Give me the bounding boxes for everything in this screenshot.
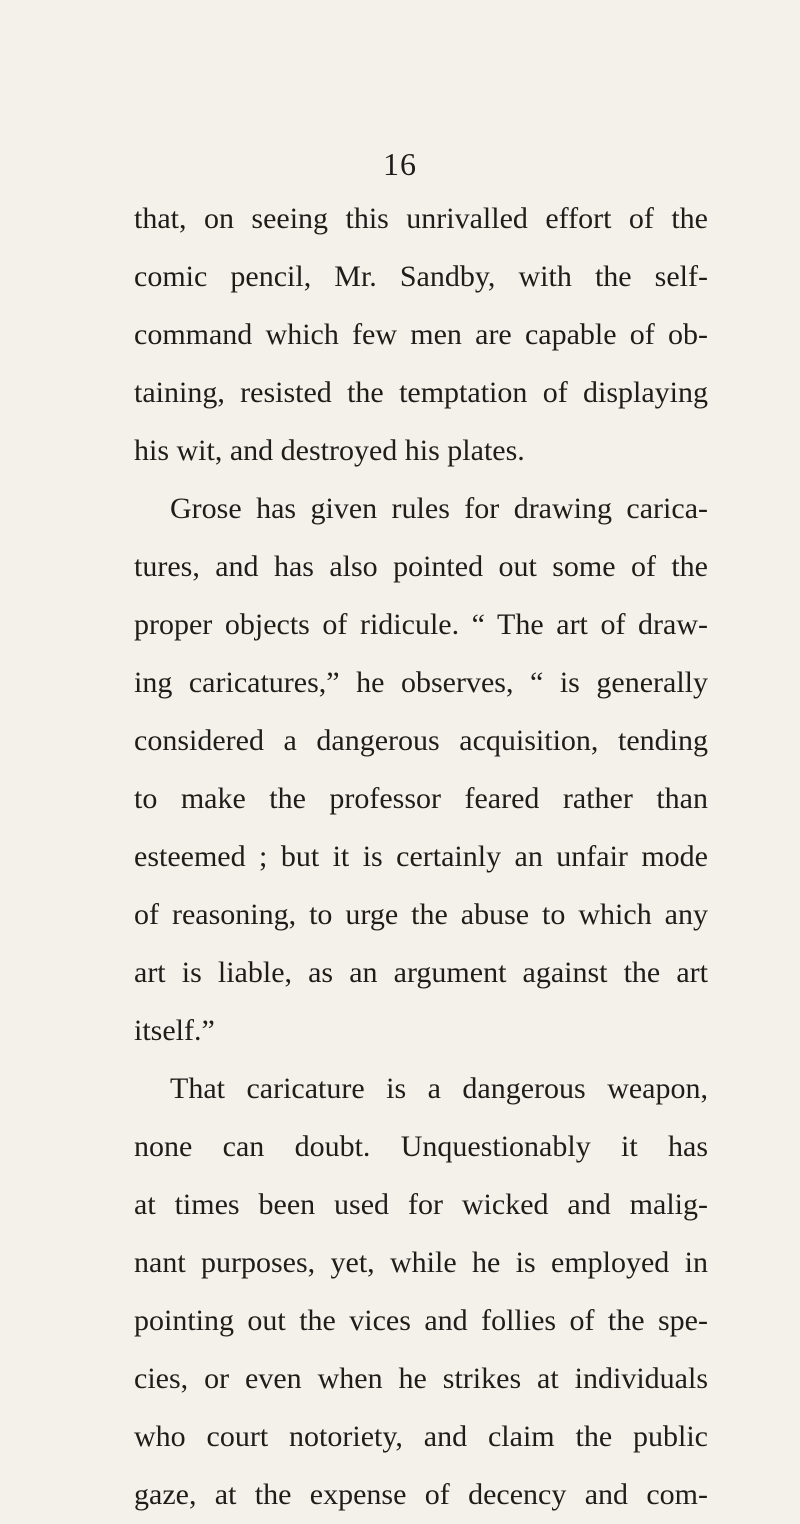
text-line: to make the professor feared rather than bbox=[134, 782, 708, 815]
text-line: esteemed ; but it is certainly an unfair mode bbox=[134, 840, 708, 873]
text-line: itself.” bbox=[134, 1014, 215, 1047]
text-line: gaze, at the expense of decency and com- bbox=[134, 1478, 708, 1511]
text-line: That caricature is a dangerous weapon, bbox=[170, 1072, 708, 1105]
text-line: proper objects of ridicule. “ The art of draw- bbox=[134, 608, 708, 641]
page-number: 16 bbox=[383, 146, 417, 182]
text-line: pointing out the vices and follies of the spe- bbox=[134, 1304, 708, 1337]
text-line: none can doubt. Unquestionably it has bbox=[134, 1130, 708, 1163]
text-line: taining, resisted the temptation of displaying bbox=[134, 376, 708, 409]
text-line: cies, or even when he strikes at individuals bbox=[134, 1362, 708, 1395]
text-line: ing caricatures,” he observes, “ is generally bbox=[134, 666, 708, 699]
text-line: of reasoning, to urge the abuse to which any bbox=[134, 898, 708, 931]
body-text bbox=[134, 190, 708, 1524]
text-line: who court notoriety, and claim the public bbox=[134, 1420, 708, 1453]
text-line: Grose has given rules for drawing carica- bbox=[170, 492, 708, 525]
text-line: at times been used for wicked and malig- bbox=[134, 1188, 708, 1221]
text-line: that, on seeing this unrivalled effort of the bbox=[134, 202, 708, 235]
text-line: art is liable, as an argument against the art bbox=[134, 956, 708, 989]
text-line: comic pencil, Mr. Sandby, with the self- bbox=[134, 260, 708, 293]
text-line: tures, and has also pointed out some of the bbox=[134, 550, 708, 583]
text-line: command which few men are capable of ob- bbox=[134, 318, 708, 351]
text-line: his wit, and destroyed his plates. bbox=[134, 434, 525, 467]
text-line: considered a dangerous acquisition, tending bbox=[134, 724, 708, 757]
text-line: nant purposes, yet, while he is employed in bbox=[134, 1246, 708, 1279]
